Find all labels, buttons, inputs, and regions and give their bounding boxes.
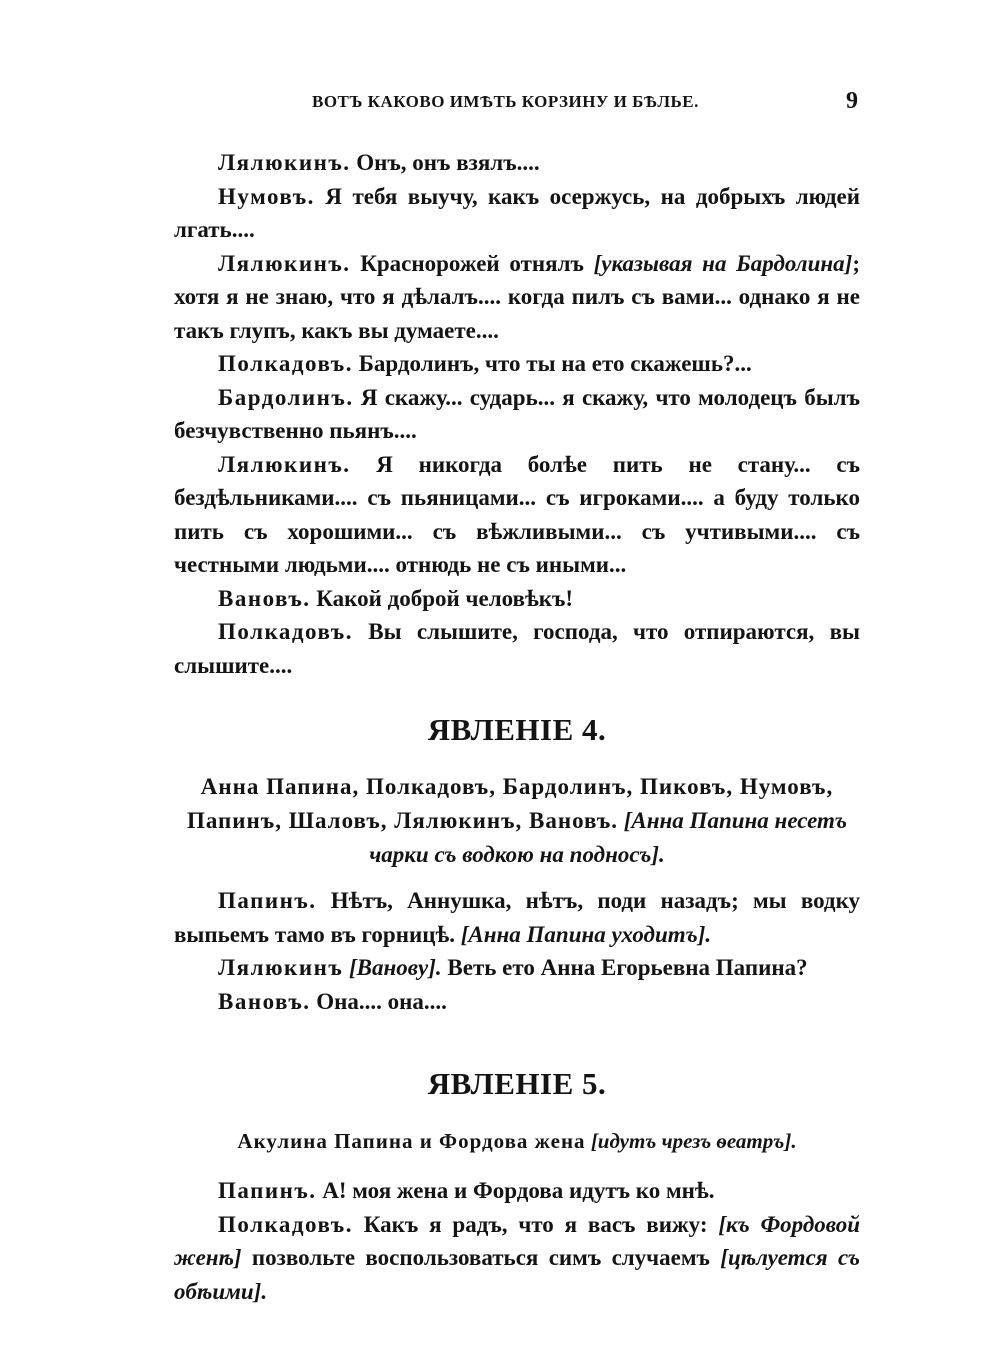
line-text: Какъ я радъ, что я васъ вижу: xyxy=(352,1211,719,1237)
speaker-name: Лялюкинъ xyxy=(218,955,344,980)
speaker-name: Полкадовъ. xyxy=(218,1211,353,1237)
line-text: Вы слышите, господа, что отпираются, вы слышите.... xyxy=(174,619,860,678)
dialogue-line xyxy=(174,615,860,682)
line-text: Онъ, онъ взялъ.... xyxy=(350,150,540,175)
dialogue-line xyxy=(174,951,860,985)
stage-direction: [цѣлуется съ обѣими]. xyxy=(174,1245,860,1304)
speaker-name: Полкадовъ. xyxy=(218,351,353,376)
scene-cast xyxy=(174,770,860,872)
line-text: Я никогда болѣе пить не стану... съ бездѣльниками.... съ пьяницами... съ игроками.... а буду только пить съ хорошими... съ вѣжливыми... съ учтивыми.... съ честными людьми.... отнюдь не съ иными... xyxy=(174,451,860,577)
speaker-name: Лялюкинъ. xyxy=(218,150,351,175)
dialogue-block-3 xyxy=(174,1174,860,1308)
dialogue-line xyxy=(174,146,860,180)
line-text-tail: позвольте воспользоваться симъ случаемъ xyxy=(241,1245,721,1270)
stage-direction: [идутъ чрезъ ѳеатръ]. xyxy=(590,1129,797,1153)
speaker-name: Папинъ. xyxy=(218,1178,317,1203)
stage-direction: [къ Фордовой женѣ] xyxy=(174,1211,860,1270)
speaker-name: Вановъ. xyxy=(218,585,311,611)
stage-direction: [указывая на Бардолина] xyxy=(593,250,853,276)
scene-heading: ЯВЛЕНІЕ 5. xyxy=(427,1066,607,1101)
cast-names: Акулина Папина и Фордова жена xyxy=(237,1129,586,1153)
dialogue-line xyxy=(174,985,860,1019)
dialogue-line xyxy=(174,582,860,616)
page-number: 9 xyxy=(846,88,858,114)
stage-direction: [Ванову]. xyxy=(348,955,442,980)
dialogue-line xyxy=(174,884,860,951)
speaker-name: Папинъ. xyxy=(218,888,317,913)
line-text-tail: Веть ето Анна Егорьевна Папина? xyxy=(441,955,808,980)
scene-cast xyxy=(174,1126,860,1156)
scene-heading: ЯВЛЕНІЕ 4. xyxy=(427,712,607,747)
speaker-name: Бардолинъ. xyxy=(218,384,354,410)
line-text: Бардолинъ, что ты на ето скажешь?... xyxy=(352,351,752,376)
running-title: ВОТЪ КАКОВО ИМѢТЬ КОРЗИНУ И БѢЛЬЕ. xyxy=(312,92,699,111)
dialogue-line xyxy=(174,347,860,381)
line-text: А! моя жена и Фордова идутъ ко мнѣ. xyxy=(316,1178,715,1203)
cast-names: Анна Папина, Полкадовъ, Бардолинъ, Пиковъ, Нумовъ, Папинъ, Шаловъ, Лялюкинъ, Вановъ. xyxy=(186,774,834,833)
dialogue-block-1 xyxy=(174,146,860,682)
dialogue-line xyxy=(174,1174,860,1208)
dialogue-line xyxy=(174,448,860,582)
line-text: Какой доброй человѣкъ! xyxy=(310,585,574,611)
speaker-name: Вановъ. xyxy=(218,988,311,1014)
dialogue-block-2 xyxy=(174,884,860,1018)
line-text: Краснорожей отнялъ xyxy=(350,250,594,276)
dialogue-line xyxy=(174,381,860,448)
line-text: Я скажу... сударь... я скажу, что молодецъ былъ безчувственно пьянъ.... xyxy=(174,384,860,443)
dialogue-line xyxy=(174,180,860,247)
stage-direction: [Анна Папина уходитъ]. xyxy=(460,921,712,947)
line-text: Нѣтъ, Аннушка, нѣтъ, поди назадъ; мы водку выпьемъ тамо въ горницѣ. xyxy=(174,888,860,947)
line-text: Я тебя выучу, какъ осержусь, на добрыхъ людей лгать.... xyxy=(174,183,860,242)
line-text-tail: ; хотя я не знаю, что я дѣлалъ.... когда пилъ съ вами... однако я не такъ глупъ, какъ вы думаете.... xyxy=(174,250,860,343)
speaker-name: Полкадовъ. xyxy=(218,619,353,644)
speaker-name: Лялюкинъ. xyxy=(218,451,351,477)
speaker-name: Лялюкинъ. xyxy=(218,250,351,276)
line-text: Она.... она.... xyxy=(310,988,447,1014)
dialogue-line xyxy=(174,1208,860,1309)
stage-direction: [Анна Папина несетъ чарки съ водкою на подносъ]. xyxy=(369,808,848,867)
dialogue-line xyxy=(174,247,860,348)
speaker-name: Нумовъ. xyxy=(218,183,315,209)
